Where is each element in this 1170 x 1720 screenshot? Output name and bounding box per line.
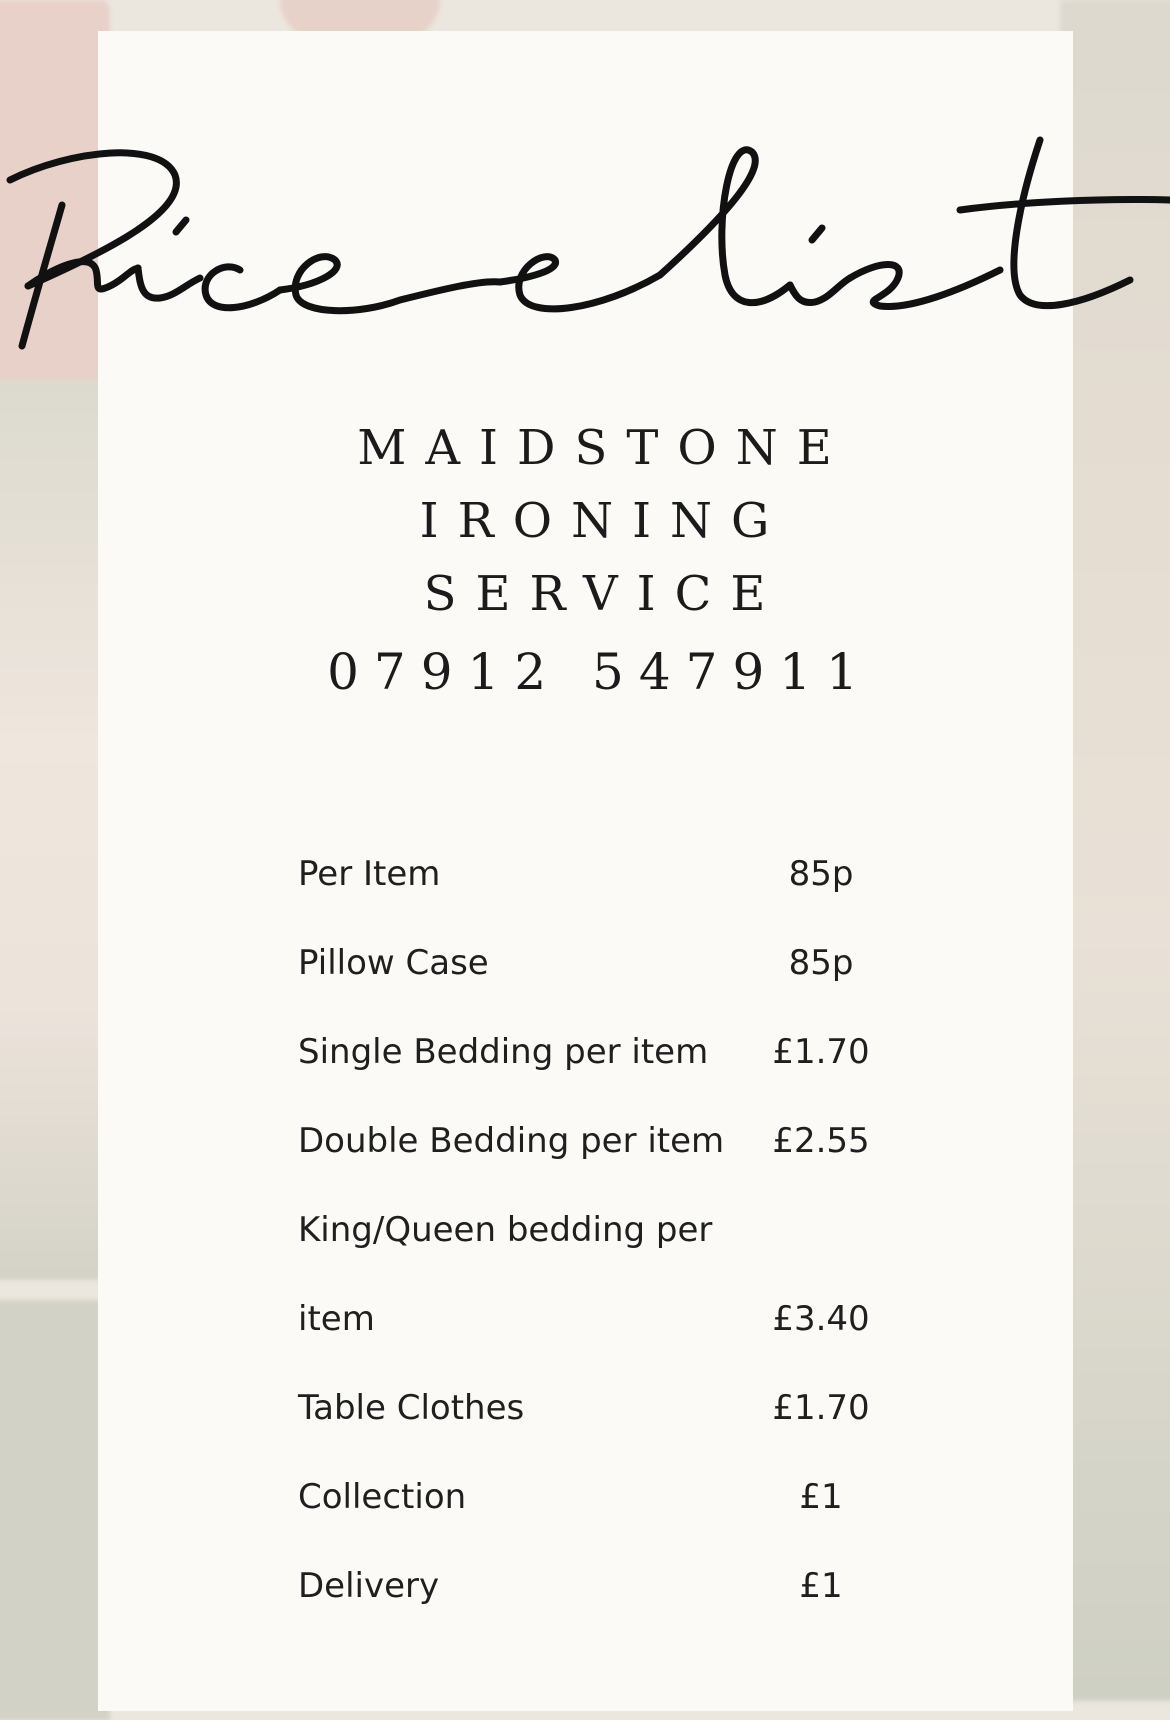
price-row: [298, 1113, 918, 1202]
price-item-label: Single Bedding per item: [298, 1032, 709, 1072]
price-item-value: £1: [799, 1477, 843, 1517]
business-name-line-3: SERVICE: [423, 566, 785, 622]
background-wash-left-low: [0, 1300, 110, 1720]
price-row: [298, 846, 918, 935]
price-row: [298, 1024, 918, 1113]
price-item-label: Table Clothes: [298, 1388, 525, 1428]
price-item-label: Per Item: [298, 854, 441, 894]
price-row: [298, 1380, 918, 1469]
price-item-label: King/Queen bedding per: [298, 1210, 713, 1250]
price-list: [298, 846, 918, 1647]
business-name-line-1: MAIDSTONE: [357, 420, 851, 476]
price-row: [298, 1558, 918, 1647]
price-item-label: Delivery: [298, 1566, 440, 1606]
price-item-value: 85p: [788, 943, 854, 983]
price-item-value: £1.70: [772, 1032, 870, 1072]
price-item-value: £3.40: [772, 1299, 870, 1339]
price-item-label: Pillow Case: [298, 943, 489, 983]
price-item-value: £2.55: [772, 1121, 870, 1161]
script-title-logotype: [0, 110, 1170, 370]
price-item-label: item: [298, 1299, 375, 1339]
price-row: [298, 1469, 918, 1558]
price-item-label: Double Bedding per item: [298, 1121, 725, 1161]
phone-number: 07912 547911: [327, 643, 873, 701]
price-row: [298, 935, 918, 1024]
script-title: [0, 110, 1170, 370]
price-item-value: 85p: [788, 854, 854, 894]
price-item-label: Collection: [298, 1477, 467, 1517]
price-item-value: £1: [799, 1566, 843, 1606]
price-row: [298, 1202, 918, 1291]
price-row: [298, 1291, 918, 1380]
price-item-value: £1.70: [772, 1388, 870, 1428]
business-name-line-2: IRONING: [419, 493, 789, 549]
